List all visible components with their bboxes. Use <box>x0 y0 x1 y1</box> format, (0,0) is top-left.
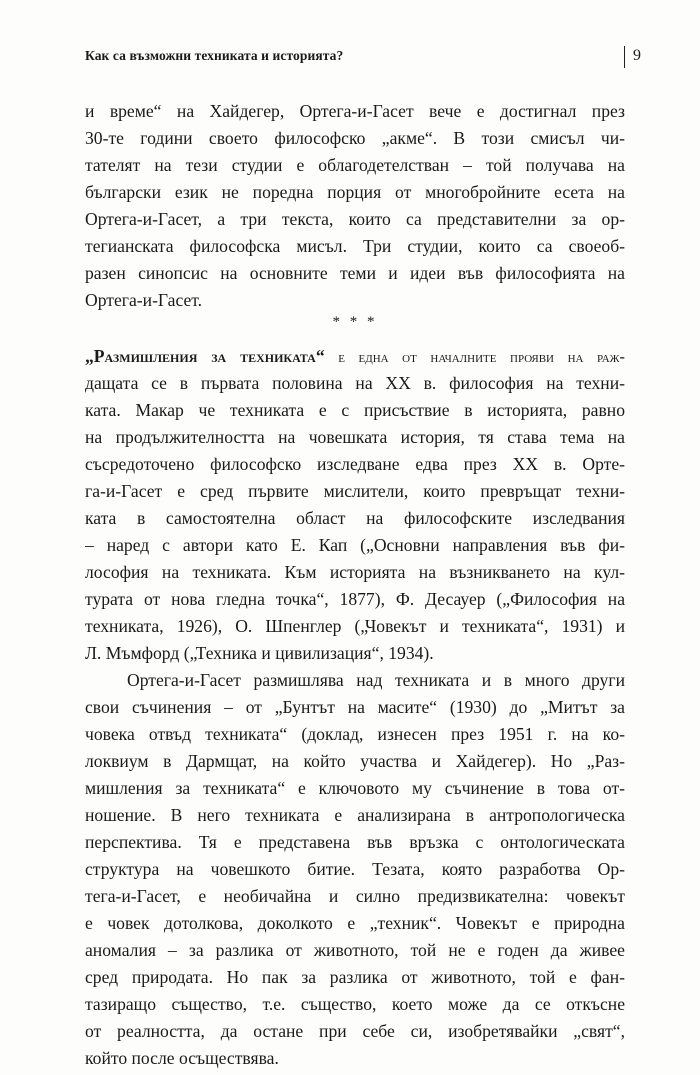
text-line: тателят на тези студии е облагодетелстван – той получава на <box>85 155 625 175</box>
text-line: ката. Макар че техниката е с присъствие в историята, равно <box>85 400 625 420</box>
text-line: Л. Мъмфорд („Техника и цивилизация“, 1934). <box>85 643 434 663</box>
text-line: тега-и-Гасет, е необичайна и силно предизвикателна: човекът <box>85 886 625 906</box>
text-line: сред природата. Но пак за разлика от животното, той е фан- <box>85 967 625 987</box>
text-line: български език не поредна порция от многобройните есета на <box>85 182 625 202</box>
text-line: 30-те години своето философско „акме“. В този смисъл чи- <box>85 128 625 148</box>
text-line: техниката, 1926), О. Шпенглер („Човекът и техниката“, 1931) и <box>85 616 625 636</box>
text-line: ката в самостоятелна област на философските изследвания <box>85 508 625 528</box>
running-header <box>85 42 641 72</box>
text-line: който после осъществява. <box>85 1048 279 1068</box>
text-line: мишления за техниката“ е ключовото му съчинение в това от- <box>85 778 625 798</box>
header-divider <box>624 46 625 68</box>
text-line: и време“ на Хайдегер, Ортега-и-Гасет вече е достигнал през <box>85 101 625 121</box>
text-line: разен синопсис на основните теми и идеи във философията на <box>85 263 625 283</box>
text-line: Ортега-и-Гасет, а три текста, които са представителни за ор- <box>85 209 625 229</box>
text-line: Ортега-и-Гасет. <box>85 290 203 310</box>
lead-rest: е една от началните прояви на раж- <box>324 347 625 366</box>
text-line: на продължителността на човешката история, тя става тема на <box>85 427 625 447</box>
text-line: перспектива. Тя е представена във връзка с онтологическата <box>85 832 625 852</box>
text-line: – наред с автори като Е. Кап („Основни направления във фи- <box>85 535 625 555</box>
text-line: човека отвъд техниката“ (доклад, изнесен през 1951 г. на ко- <box>85 724 625 744</box>
text-line: съсредоточено философско изследване едва през XX в. Орте- <box>85 454 625 474</box>
text-line: Ортега-и-Гасет размишлява над техниката и в много други <box>127 670 625 690</box>
text-line: ношение. В него техниката е анализирана в антропологическа <box>85 805 625 825</box>
page-number: 9 <box>633 47 641 64</box>
text-line: е човек дотолкова, доколкото е „техник“. Човекът е природна <box>85 913 625 933</box>
text-line: от реалността, да остане при себе си, изобретявайки „свят“, <box>85 1021 625 1041</box>
text-line: турата от нова гледна точка“, 1877), Ф. Десауер („Философия на <box>85 589 625 609</box>
paragraph-lead-line <box>85 343 625 370</box>
text-line: свои съчинения – от „Бунтът на масите“ (1930) до „Митът за <box>85 697 625 717</box>
section-separator: * * * <box>332 314 378 330</box>
text-line: тегианската философска мисъл. Три студии, които са своеоб- <box>85 236 625 256</box>
text-line: дащата се в първата половина на XX в. философия на техни- <box>85 373 625 393</box>
text-line: структура на човешкото битие. Тезата, която разработва Ор- <box>85 859 625 879</box>
text-line: локвиум в Дармщат, на който участва и Хайдегер). Но „Раз- <box>85 751 625 771</box>
text-line: тазиращо същество, т.е. същество, което може да се откъсне <box>85 994 625 1014</box>
running-title: Как са възможни техниката и историята? <box>85 48 344 63</box>
text-line: аномалия – за разлика от животното, той не е годен да живее <box>85 940 625 960</box>
lead-title: „Размишления за техниката“ <box>85 346 325 366</box>
text-line: га-и-Гасет е сред първите мислители, които превръщат техни- <box>85 481 625 501</box>
text-line: лософия на техниката. Към историята на възникването на кул- <box>85 562 625 582</box>
